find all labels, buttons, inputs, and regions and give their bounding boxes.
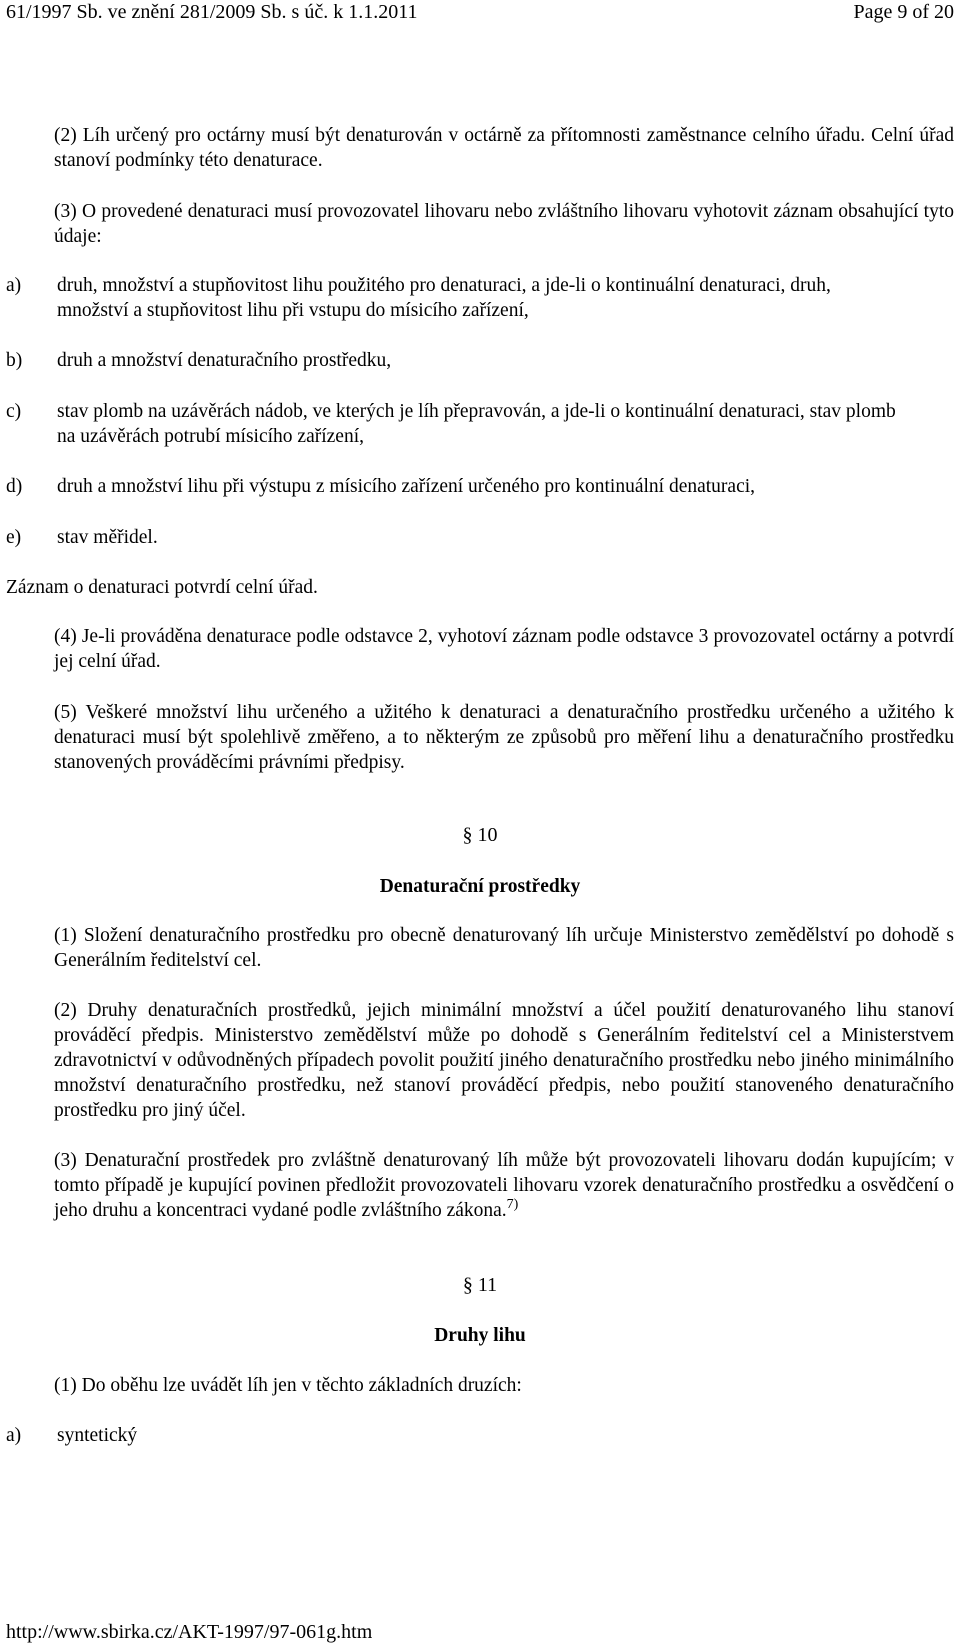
list-item <box>6 273 906 323</box>
section-title: Denaturační prostředky <box>379 876 581 897</box>
paragraph-11-1: (1) Do oběhu lze uvádět líh jen v těchto základních druzích: <box>54 1375 522 1396</box>
list-item-text: stav plomb na uzávěrách nádob, ve kterých je líh přepravován, a jde-li o kontinuální denaturaci, stav plomb na uzávěrách potrubí mísicího zařízení, <box>57 401 896 447</box>
list-item <box>6 474 906 499</box>
list-item <box>6 525 906 550</box>
list-item-text: stav měřidel. <box>57 527 158 548</box>
page-number: Page 9 of 20 <box>853 1 954 23</box>
section-title: Druhy lihu <box>434 1325 526 1346</box>
list-item-label: d) <box>6 476 23 497</box>
paragraph-9-5: (5) Veškeré množství lihu určeného a užitého k denaturaci a denaturačního prostředku určeného a užitého k denaturaci musí být spolehlivě změřeno, a to některým ze způsobů pro měření lihu a denaturačního prostředku stanovených prováděcími právními předpisy. <box>54 702 954 773</box>
section-number: § 10 <box>462 824 498 846</box>
list-item-text: syntetický <box>57 1425 138 1446</box>
list-item <box>6 348 906 373</box>
list-item <box>6 399 906 449</box>
list-item-text: druh, množství a stupňovitost lihu použitého pro denaturaci, a jde-li o kontinuální denaturaci, druh, množství a stupňovitost lihu při vstupu do mísicího zařízení, <box>57 275 831 321</box>
list-item <box>6 1423 906 1448</box>
paragraph-10-2: (2) Druhy denaturačních prostředků, jejich minimální množství a účel použití denaturovaného lihu stanoví prováděcí předpis. Ministerstvo zemědělství může po dohodě s Generálním ředitelství cel a Ministerstvem zdravotnictví v odůvodněných případech povolit použití jiného denaturačního prostředku nebo jiného minimálního množství denaturačního prostředku, než stanoví prováděcí předpis, nebo použití stanoveného denaturačního prostředku pro jiný účel. <box>54 1000 954 1121</box>
list-item-label: a) <box>6 275 22 296</box>
paragraph-9-3-closing: Záznam o denaturaci potvrdí celní úřad. <box>6 577 318 598</box>
list-item-label: c) <box>6 401 22 422</box>
list-item-text: druh a množství denaturačního prostředku, <box>57 350 392 371</box>
list-item-label: a) <box>6 1425 22 1446</box>
paragraph-9-4: (4) Je-li prováděna denaturace podle odstavce 2, vyhotoví záznam podle odstavce 3 provozovatel octárny a potvrdí jej celní úřad. <box>54 626 954 672</box>
footnote-ref: 7) <box>506 1197 519 1212</box>
paragraph-10-1: (1) Složení denaturačního prostředku pro obecně denaturovaný líh určuje Ministerstvo zemědělství po dohodě s Generálním ředitelství cel. <box>54 925 954 971</box>
section-number: § 11 <box>462 1274 498 1296</box>
document-reference: 61/1997 Sb. ve znění 281/2009 Sb. s úč. k 1.1.2011 <box>6 1 418 23</box>
paragraph-10-3 <box>6 1148 954 1223</box>
paragraph-10-3-text: (3) Denaturační prostředek pro zvláštně denaturovaný líh může být provozovateli lihovaru dodán kupujícím; v tomto případě je kupující povinen předložit provozovateli lihovaru vzorek denaturačního prostředku a osvědčení o jeho druhu a koncentraci vydané podle zvláštního zákona. <box>54 1150 954 1221</box>
list-item-text: druh a množství lihu při výstupu z mísicího zařízení určeného pro kontinuální denaturaci, <box>57 476 756 497</box>
page-header <box>6 0 954 24</box>
list-item-label: e) <box>6 527 22 548</box>
paragraph-9-3: (3) O provedené denaturaci musí provozovatel lihovaru nebo zvláštního lihovaru vyhotovit záznam obsahující tyto údaje: <box>54 201 954 247</box>
source-url: http://www.sbirka.cz/AKT-1997/97-061g.htm <box>6 1621 373 1643</box>
list-item-label: b) <box>6 350 23 371</box>
paragraph-9-2: (2) Líh určený pro octárny musí být denaturován v octárně za přítomnosti zaměstnance celního úřadu. Celní úřad stanoví podmínky této denaturace. <box>54 125 954 171</box>
